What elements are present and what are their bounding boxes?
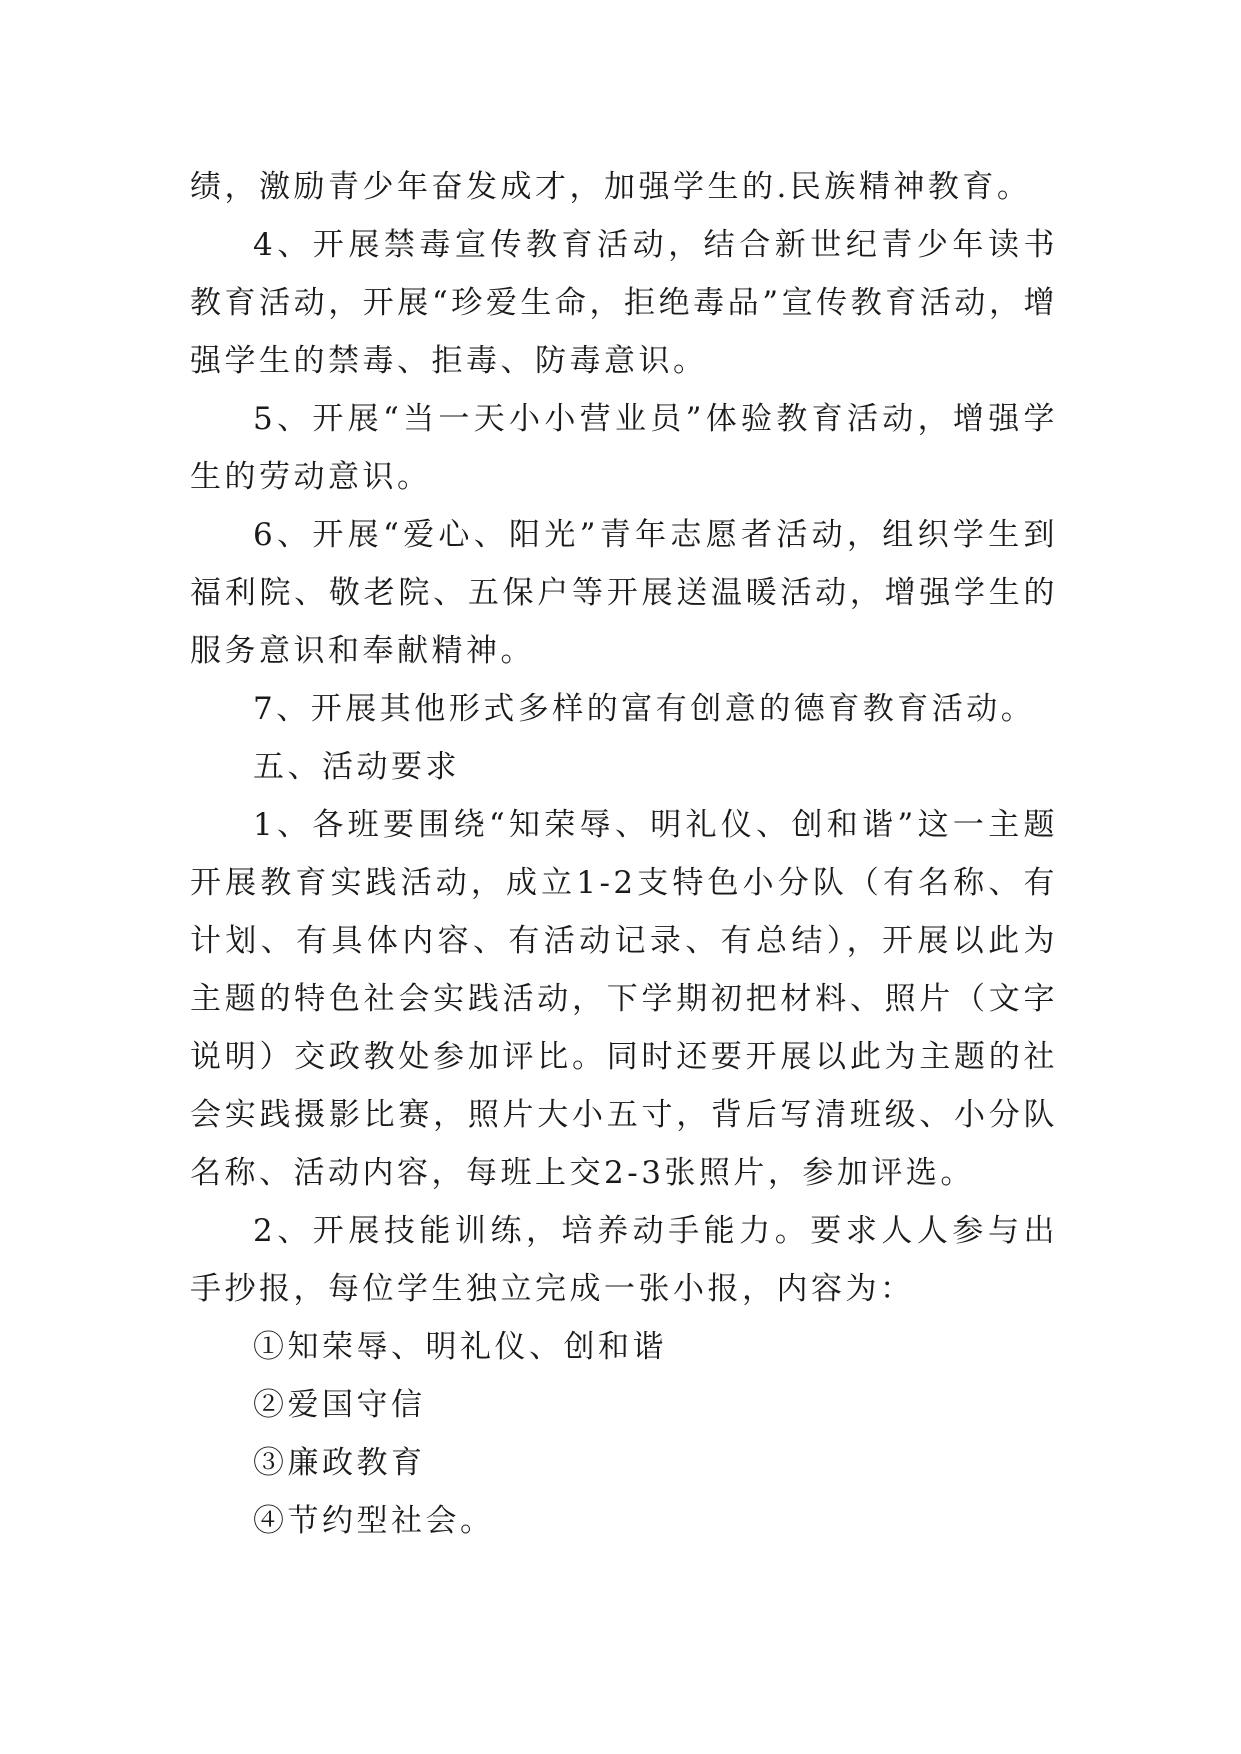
paragraph-item-4: 4、开展禁毒宣传教育活动，结合新世纪青少年读书教育活动，开展“珍爱生命，拒绝毒品”宣传教育活动，增强学生的禁毒、拒毒、防毒意识。 (190, 227, 1058, 379)
section-heading: 五、活动要求 (253, 749, 460, 785)
paragraph-continuation: 绩，激励青少年奋发成才，加强学生的.民族精神教育。 (190, 169, 1032, 205)
list-item: ④节约型社会。 (253, 1503, 495, 1539)
list-item: ③廉政教育 (253, 1445, 426, 1481)
paragraph-item-7: 7、开展其他形式多样的富有创意的德育教育活动。 (253, 691, 1036, 727)
list-item: ①知荣辱、明礼仪、创和谐 (253, 1329, 667, 1365)
paragraph-item-6: 6、开展“爱心、阳光”青年志愿者活动，组织学生到福利院、敬老院、五保户等开展送温暖活动，增强学生的服务意识和奉献精神。 (190, 517, 1058, 669)
paragraph-item-5: 5、开展“当一天小小营业员”体验教育活动，增强学生的劳动意识。 (190, 401, 1058, 495)
paragraph-requirement-1: 1、各班要围绕“知荣辱、明礼仪、创和谐”这一主题开展教育实践活动，成立1-2支特色小分队（有名称、有计划、有具体内容、有活动记录、有总结），开展以此为主题的特色社会实践活动，下学期初把材料、照片（文字说明）交政教处参加评比。同时还要开展以此为主题的社会实践摄影比赛，照片大小五寸，背后写清班级、小分队名称、活动内容，每班上交2-3张照片，参加评选。 (190, 807, 1058, 1191)
list-item: ②爱国守信 (253, 1387, 426, 1423)
paragraph-requirement-2: 2、开展技能训练，培养动手能力。要求人人参与出手抄报，每位学生独立完成一张小报，内容为： (190, 1213, 1058, 1307)
document-page (190, 158, 1058, 1550)
